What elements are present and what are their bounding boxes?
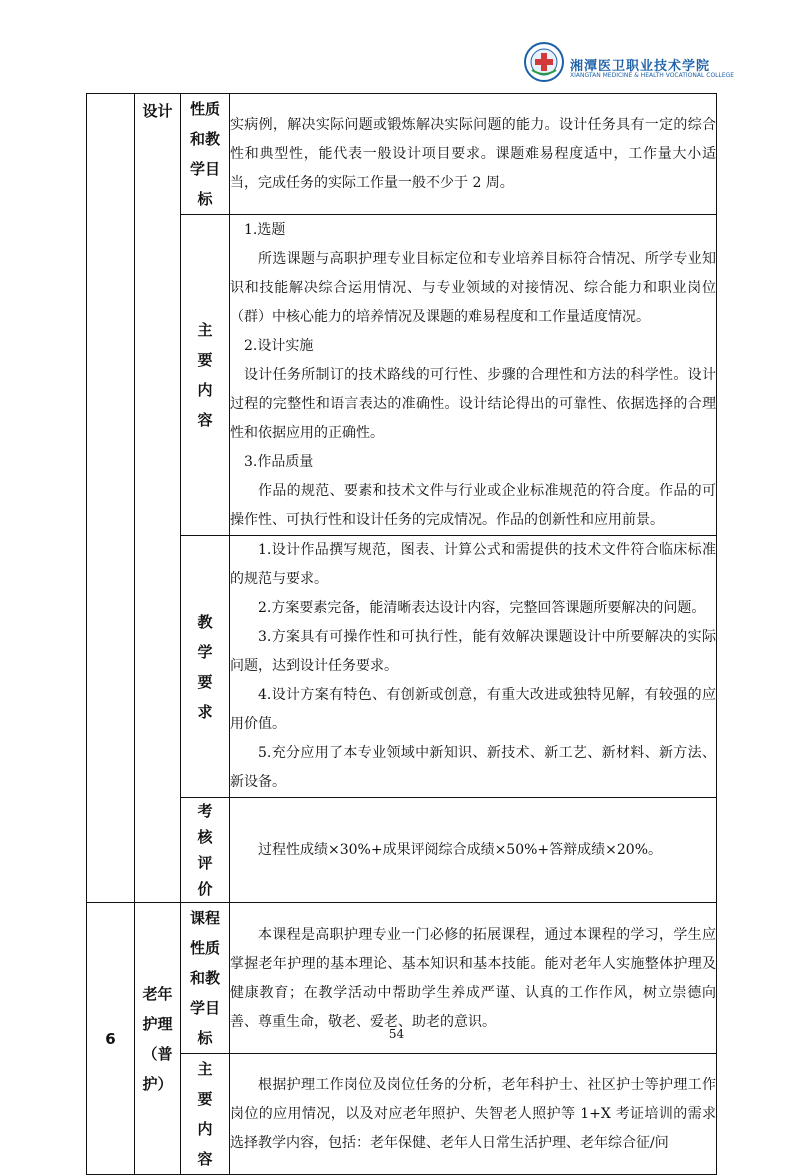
college-emblem-icon — [524, 42, 564, 82]
assessment-label: 考核评价 — [181, 798, 230, 903]
table-row — [87, 215, 717, 536]
content-paragraph-2: 设计任务所制订的技术路线的可行性、步骤的合理性和方法的科学性。设计过程的完整性和语言表达的准确性。设计结论得出的可靠性、依据选择的合理性和依据应用的正确性。 — [230, 367, 716, 441]
content-heading-2: 2.设计实施 — [244, 338, 314, 354]
assessment-text: 过程性成绩×30%+成果评阅综合成绩×50%+答辩成绩×20%。 — [258, 841, 663, 858]
course-table — [86, 93, 717, 1175]
nature-text-cell — [230, 94, 717, 215]
requirement-5: 5.充分应用了本专业领域中新知识、新技术、新工艺、新材料、新方法、新设备。 — [230, 745, 716, 790]
college-logo — [524, 42, 735, 90]
table-row — [87, 536, 717, 798]
content-text: 根据护理工作岗位及岗位任务的分析，老年科护士、社区护士等护理工作岗位的应用情况，以及对应老年照护、失智老人照护等 1+X 考证培训的需求选择教学内容，包括：老年保健、老年人日常生活护理、老年综合征/问 — [230, 1076, 716, 1151]
requirement-2: 2.方案要素完备，能清晰表达设计内容，完整回答课题所要解决的问题。 — [258, 600, 706, 616]
table-row — [87, 94, 717, 215]
college-name: 湘潭医卫职业技术学院 — [570, 59, 711, 74]
page-number: 54 — [388, 1027, 405, 1041]
table-row — [87, 798, 717, 903]
course-name: 老年护理（普护） — [135, 903, 181, 1175]
content-heading-1: 1.选题 — [244, 222, 286, 238]
content-paragraph-3: 作品的规范、要素和技术文件与行业或企业标准规范的符合度。作品的可操作性、可执行性和设计任务的完成情况。作品的创新性和应用前景。 — [230, 483, 716, 528]
content-label: 主要内容 — [181, 1054, 230, 1175]
nature-label: 性质和教学目标 — [181, 94, 230, 215]
requirements-text-cell — [230, 536, 717, 798]
nature-text: 实病例，解决实际问题或锻炼解决实际问题的能力。设计任务具有一定的综合性和典型性，能代表一般设计项目要求。课题难易程度适中，工作量大小适当，完成任务的实际工作量一般不少于 2 周。 — [230, 116, 716, 191]
content-paragraph-1: 所选课题与高职护理专业目标定位和专业培养目标符合情况、所学专业知识和技能解决综合运用情况、与专业领域的对接情况、综合能力和职业岗位（群）中核心能力的培养情况及课题的难易程度和工作量适度情况。 — [230, 251, 716, 325]
table-row — [87, 1054, 717, 1175]
college-english-name: XIANGTAN MEDICINE & HEALTH VOCATIONAL COLLEGE — [570, 72, 735, 79]
requirement-4: 4.设计方案有特色、有创新或创意，有重大改进或独特见解，有较强的应用价值。 — [230, 687, 716, 732]
course-number-cell — [87, 94, 135, 903]
course-name: 设计 — [135, 94, 181, 903]
requirement-1: 1.设计作品撰写规范，图表、计算公式和需提供的技术文件符合临床标准的规范与要求。 — [230, 542, 716, 587]
assessment-text-cell — [230, 798, 717, 903]
content-label: 主要内容 — [181, 215, 230, 536]
content-text-cell — [230, 215, 717, 536]
nature-label: 课程性质和教学目标 — [181, 903, 230, 1054]
content-text-cell — [230, 1054, 717, 1175]
course-number: 6 — [87, 903, 135, 1175]
nature-text: 本课程是高职护理专业一门必修的拓展课程，通过本课程的学习，学生应掌握老年护理的基本理论、基本知识和基本技能。能对老年人实施整体护理及健康教育；在教学活动中帮助学生养成严谨、认真的工作作风，树立崇德向善、尊重生命，敬老、爱老、助老的意识。 — [230, 926, 716, 1030]
requirements-label: 教学要求 — [181, 536, 230, 798]
content-heading-3: 3.作品质量 — [244, 454, 314, 470]
requirement-3: 3.方案具有可操作性和可执行性，能有效解决课题设计中所要解决的实际问题，达到设计任务要求。 — [230, 629, 716, 674]
